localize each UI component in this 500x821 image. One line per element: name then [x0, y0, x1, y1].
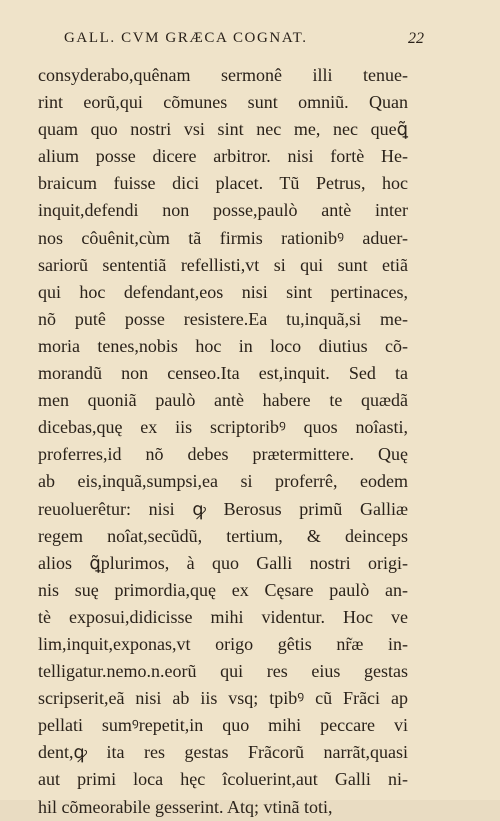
text-line: tè exposui,didicisse mihi videntur. Hoc ve	[38, 606, 408, 627]
text-line: proferres,id nõ debes prætermittere. Quę	[38, 444, 408, 465]
text-line: telligatur.nemo.n.eorũ qui res eius gestas	[38, 661, 408, 682]
text-line: morandũ non censeo.Ita est,inquit. Sed ta	[38, 363, 408, 384]
text-line: braicum fuisse dici placet. Tũ Petrus, hoc	[38, 173, 408, 194]
text-line: nis suę primordia,quę ex Cęsare paulò an-	[38, 579, 408, 600]
text-line: scripserit,eã nisi ab iis vsq; tpibꝰ cũ Frãci ap	[38, 688, 408, 709]
text-line: reuoluerêtur: nisi ꝙ Berosus primũ Galliæ	[38, 498, 408, 519]
text-line: hil cõmeorabile gesserint. Atq; vtinã toti,	[38, 796, 333, 817]
text-line: moria tenes,nobis hoc in loco diutius cõ-	[38, 335, 408, 356]
text-line: men quoniã paulò antè habere te quædã	[38, 390, 408, 411]
text-line: dent,ꝙ ita res gestas Frãcorũ narrãt,quasi	[38, 742, 408, 763]
text-line: lim,inquit,exponas,vt origo gêtis nr̃æ in-	[38, 633, 408, 654]
text-line: ab eis,inquã,sumpsi,ea si proferrê, eodem	[38, 471, 408, 492]
text-line: nos côuênit,cùm tã firmis rationibꝰ aduer-	[38, 227, 408, 248]
body-text	[38, 62, 408, 821]
running-title: GALL. CVM GRÆCA COGNAT.	[64, 30, 308, 46]
text-line: sariorũ sententiã refellisti,vt si qui sunt etiã	[38, 254, 408, 275]
text-line: consyderabo,quênam sermonê illi tenue-	[38, 65, 408, 85]
text-line: alium posse dicere arbitror. nisi fortè He-	[38, 146, 408, 167]
text-line: quam quo nostri vsi sint nec me, nec queꝗ̃	[38, 119, 408, 140]
page-number: 22	[408, 30, 424, 47]
text-line: rint eorũ,qui cõmunes sunt omniũ. Quan	[38, 92, 408, 113]
text-line: regem noîat,secũdũ, tertium, & deinceps	[38, 525, 408, 546]
text-line: inquit,defendi non posse,paulò antè inter	[38, 200, 408, 221]
text-line: pellati sumꝰrepetit,in quo mihi peccare vi	[38, 715, 408, 736]
text-line: dicebas,quę ex iis scriptoribꝰ quos noîasti,	[38, 417, 408, 438]
text-line: qui hoc defendant,eos nisi sint pertinaces,	[38, 281, 408, 302]
text-line: alios ꝗ̃plurimos, à quo Galli nostri origi-	[38, 552, 408, 573]
page-header	[64, 30, 424, 54]
text-line: aut primi loca hęc îcoluerint,aut Galli ni-	[38, 769, 408, 790]
text-line: nõ putê posse resistere.Ea tu,inquã,si me-	[38, 308, 408, 329]
